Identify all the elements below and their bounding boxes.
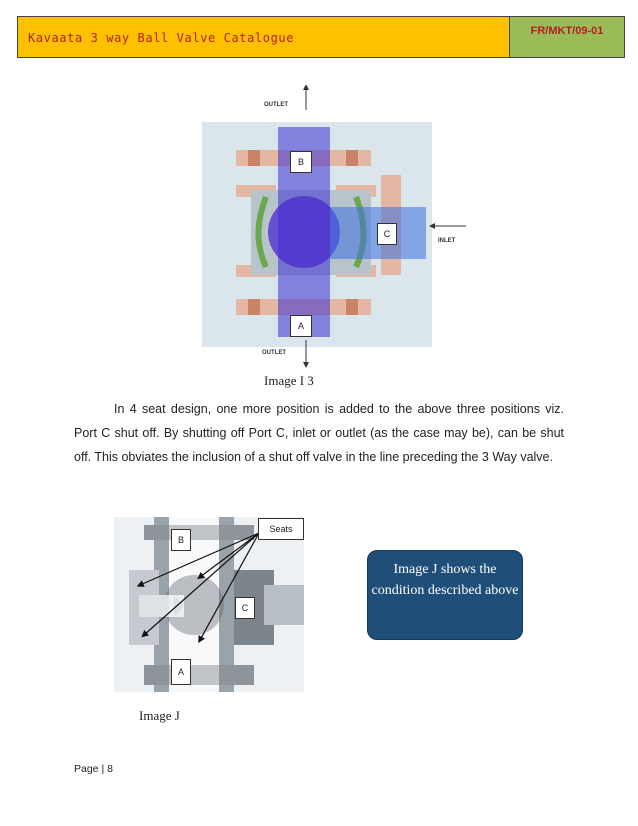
caption-image-j: Image J: [139, 708, 180, 723]
port-a-label-j: A: [171, 659, 191, 685]
port-c-label-j: C: [235, 597, 255, 619]
port-b-label: B: [290, 151, 312, 173]
document-code: FR/MKT/09-01: [510, 17, 624, 57]
outlet-top-label: OUTLET: [264, 102, 288, 108]
caption-image-i3: Image I 3: [264, 373, 314, 388]
port-c-label: C: [377, 223, 397, 245]
inlet-label: INLET: [438, 238, 456, 244]
port-b-label-j: B: [171, 529, 191, 551]
valve-diagram-j: [114, 515, 314, 695]
catalogue-title: Kavaata 3 way Ball Valve Catalogue: [18, 17, 510, 57]
page-header: [17, 16, 625, 58]
figure-image-i3: [196, 85, 466, 370]
port-a-label: A: [290, 315, 312, 337]
figure-image-j: [114, 515, 314, 695]
outlet-bottom-label: OUTLET: [262, 350, 286, 356]
seats-label: Seats: [258, 518, 304, 540]
valve-diagram-i3: [196, 85, 466, 370]
note-callout: Image J shows the condition described above: [367, 550, 523, 640]
paragraph-text: In 4 seat design, one more position is added to the above three positions viz. Port C shut off. By shutting off Port C, inlet or outlet (as the case may be), can be shut off. This obviates the inclusion of a shut off valve in the line preceding the 3 Way valve.: [74, 402, 564, 464]
body-paragraph: [74, 397, 564, 469]
page-number: Page | 8: [74, 763, 113, 775]
